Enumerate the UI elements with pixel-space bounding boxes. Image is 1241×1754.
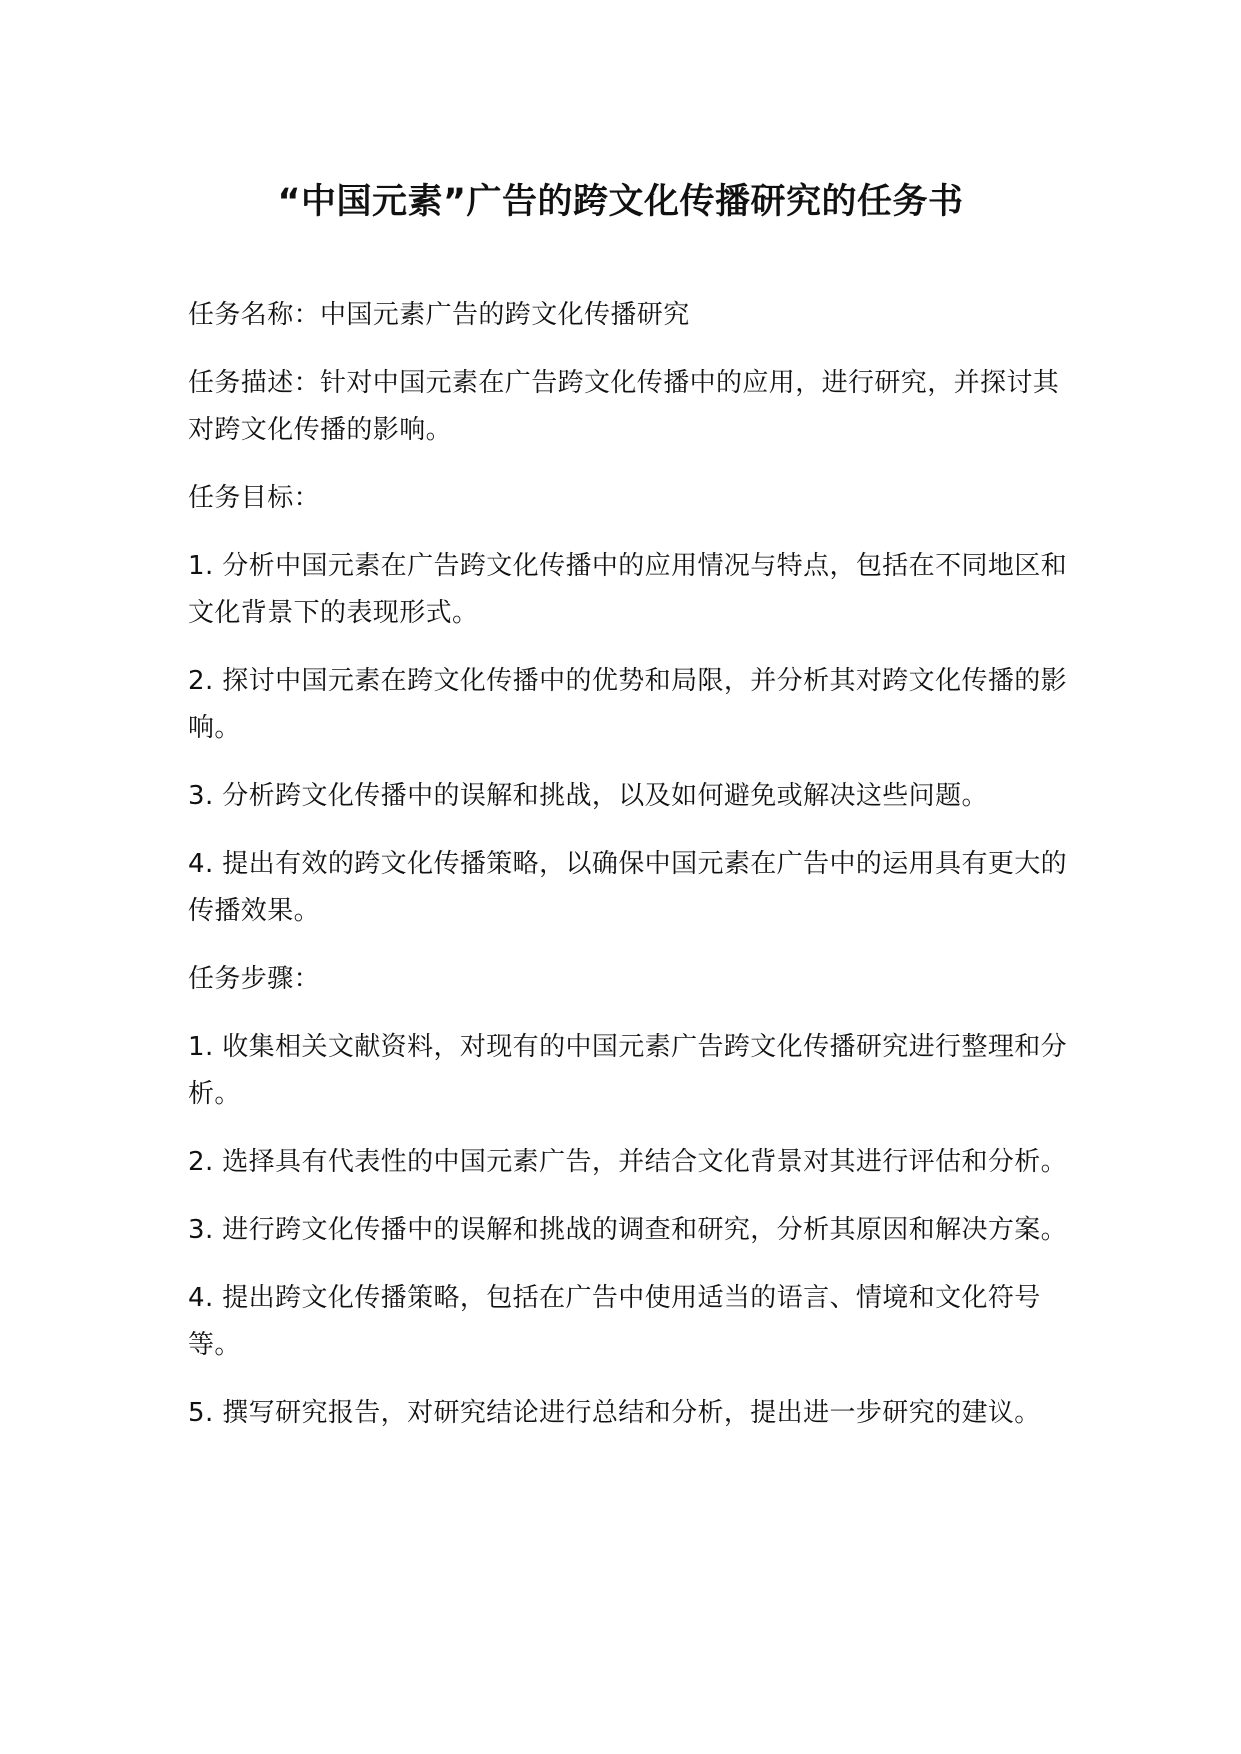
document-title: “中国元素”广告的跨文化传播研究的任务书 [277, 182, 964, 222]
task-goals-heading: 任务目标： [188, 483, 321, 513]
task-description-paragraph: 任务描述：针对中国元素在广告跨文化传播中的应用，进行研究，并探讨其对跨文化传播的影响。 [188, 368, 1060, 445]
goal-item-2: 2. 探讨中国元素在跨文化传播中的优势和局限，并分析其对跨文化传播的影响。 [188, 666, 1068, 743]
goal-item-1: 1. 分析中国元素在广告跨文化传播中的应用情况与特点，包括在不同地区和文化背景下的表现形式。 [188, 551, 1068, 628]
step-item-3: 3. 进行跨文化传播中的误解和挑战的调查和研究，分析其原因和解决方案。 [188, 1215, 1068, 1245]
goal-item-3: 3. 分析跨文化传播中的误解和挑战，以及如何避免或解决这些问题。 [188, 781, 988, 811]
step-item-5: 5. 撰写研究报告，对研究结论进行总结和分析，提出进一步研究的建议。 [188, 1398, 1041, 1428]
step-item-4: 4. 提出跨文化传播策略，包括在广告中使用适当的语言、情境和文化符号等。 [188, 1283, 1041, 1360]
step-item-2: 2. 选择具有代表性的中国元素广告，并结合文化背景对其进行评估和分析。 [188, 1147, 1068, 1177]
document-body [188, 292, 1068, 1458]
task-steps-heading: 任务步骤： [188, 964, 321, 994]
goal-item-4: 4. 提出有效的跨文化传播策略，以确保中国元素在广告中的运用具有更大的传播效果。 [188, 849, 1068, 926]
step-item-1: 1. 收集相关文献资料，对现有的中国元素广告跨文化传播研究进行整理和分析。 [188, 1032, 1068, 1109]
task-name-paragraph: 任务名称：中国元素广告的跨文化传播研究 [188, 300, 690, 330]
